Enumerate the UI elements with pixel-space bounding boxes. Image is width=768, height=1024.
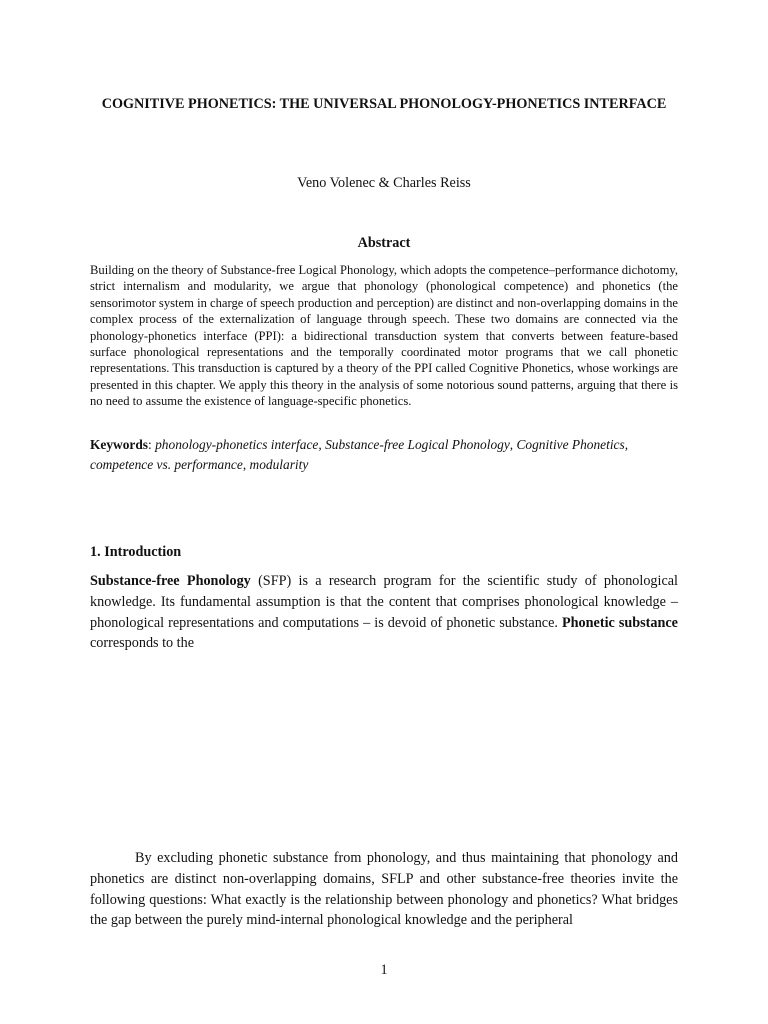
keyword-separator: ,	[318, 437, 326, 452]
keyword-item: modularity	[249, 457, 309, 472]
intro-text-part1: (SFP) is a research program for the scientific study of phonological knowledge. Its fundamental assumption is that the content that comprises phonological knowledge – phonological representations and computations – is devoid of phonetic substance.	[90, 573, 678, 631]
body-paragraph: By excluding phonetic substance from phonology, and thus maintaining that phonology and phonetics are distinct non-overlapping domains, SFLP and other substance-free theories invite the following questions: What exactly is the relationship between phonology and phonetics? What bridges the gap between the purely mind-internal phonological knowledge and the peripheral	[90, 850, 678, 929]
intro-term-phonetic-substance: Phonetic substance	[562, 614, 678, 631]
abstract-heading: Abstract	[357, 235, 411, 251]
keywords-label: Keywords	[90, 437, 149, 452]
keyword-item: Cognitive Phonetics	[516, 437, 625, 452]
page-number: 1	[380, 962, 388, 978]
keyword-separator: ,	[624, 437, 629, 452]
intro-paragraph	[90, 571, 678, 654]
keyword-item: Substance-free Logical Phonology	[325, 437, 510, 452]
section-heading-introduction: 1. Introduction	[90, 544, 182, 560]
keywords-line	[90, 435, 678, 475]
keyword-separator: ,	[242, 457, 250, 472]
keywords-colon: :	[148, 437, 156, 452]
paper-authors: Veno Volenec & Charles Reiss	[297, 175, 471, 191]
keyword-item: competence vs. performance	[90, 457, 243, 472]
abstract-body: Building on the theory of Substance-free Logical Phonology, which adopts the competence–performance dichotomy, strict internalism and modularity, we argue that phonology (phonological competence) and phonetics (the sensorimotor system in charge of speech production and perception) are distinct and non-overlapping domains in the complex process of the externalization of language through speech. These two domains are connected via the phonology-phonetics interface (PPI): a bidirectional transduction system that converts between feature-based surface phonological representations and the temporally coordinated motor programs that we call phonetic representations. This transduction is captured by a theory of the PPI called Cognitive Phonetics, whose workings are presented in this chapter. We apply this theory in the analysis of some notorious sound patterns, arguing that there is no need to assume the existence of language-specific phonetics.	[90, 263, 679, 409]
paper-title: COGNITIVE PHONETICS: THE UNIVERSAL PHONOLOGY-PHONETICS INTERFACE	[101, 96, 667, 112]
keyword-separator: ,	[509, 437, 517, 452]
intro-text-part2: corresponds to the	[90, 635, 195, 652]
intro-term-sfp: Substance-free Phonology	[90, 573, 251, 589]
keyword-item: phonology-phonetics interface	[155, 437, 319, 452]
